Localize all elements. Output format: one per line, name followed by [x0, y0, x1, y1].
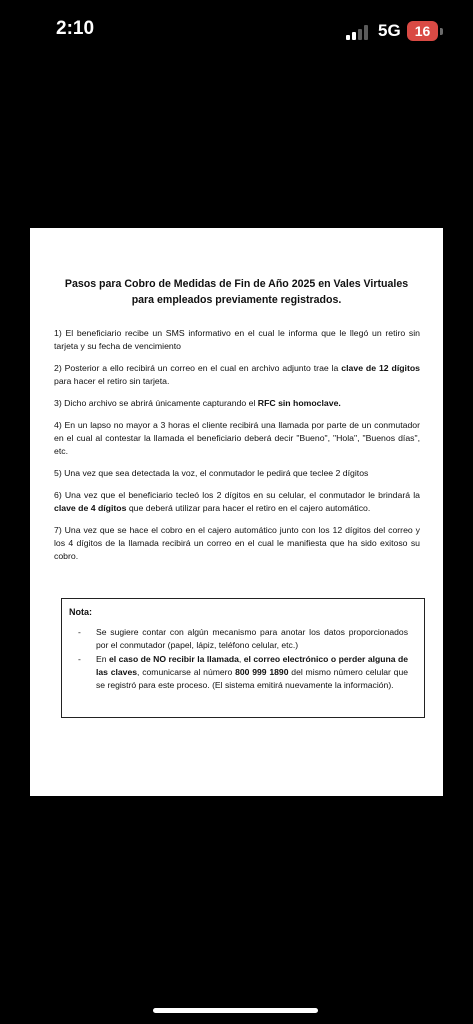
- step-5-text: 5) Una vez que sea detectada la voz, el conmutador le pedirá que teclee 2 dígitos: [54, 468, 369, 478]
- clock-time: 2:10: [56, 18, 95, 39]
- document-title-line-2: para empleados previamente registrados.: [131, 294, 342, 306]
- step-2-text-end: para hacer el retiro sin tarjeta.: [54, 376, 170, 386]
- battery-icon: 16: [407, 21, 438, 41]
- document-title: [50, 276, 423, 308]
- note-item-1: [78, 626, 408, 652]
- note-item-2-bold-1: el caso de NO recibir la llamada: [108, 654, 239, 664]
- note-item-2-text-2: ,: [238, 654, 244, 664]
- steps-list: [54, 327, 420, 572]
- step-5: [54, 467, 420, 480]
- step-3: [54, 397, 420, 410]
- note-item-2-text-3: , comunicarse al número: [137, 667, 236, 677]
- dash-bullet: -: [78, 654, 81, 664]
- step-3-text: 3) Dicho archivo se abrirá únicamente capturando el: [54, 398, 258, 408]
- note-item-2-text: En: [96, 654, 109, 664]
- note-item-1-text: Se sugiere contar con algún mecanismo para anotar los datos proporcionados por el conmutador (papel, lápiz, teléfono celular, etc.): [96, 627, 408, 650]
- document-image: [30, 228, 443, 796]
- battery-cap: [440, 28, 443, 35]
- note-item-2-text-4: del mismo número celular que se registró para este proceso. (El sistema emitirá nuevamente la información).: [96, 667, 408, 690]
- note-title: Nota:: [69, 607, 92, 617]
- cellular-signal-icon: [346, 24, 370, 40]
- step-7-text: 7) Una vez que se hace el cobro en el cajero automático junto con los 12 dígitos del correo y los 4 dígitos de la llamada recibirá un correo en el cual le manifiesta que ha sido exitoso su cobro.: [54, 525, 420, 561]
- step-1: [54, 327, 420, 353]
- status-bar: [0, 0, 473, 64]
- note-list: [78, 626, 408, 693]
- document-title-line-1: Pasos para Cobro de Medidas de Fin de Año 2025 en Vales Virtuales: [64, 278, 409, 290]
- step-7: [54, 524, 420, 563]
- note-item-2: [78, 653, 408, 692]
- step-4-text: 4) En un lapso no mayor a 3 horas el cliente recibirá una llamada por parte de un conmutador en el cual al contestar la llamada el beneficiario deberá decir "Bueno", "Hola", "Buenos días", etc.: [54, 420, 420, 456]
- step-6-text: 6) Una vez que el beneficiario tecleó los 2 dígitos en su celular, el conmutador le brindará la: [54, 490, 420, 500]
- network-type: 5G: [378, 21, 401, 40]
- step-2: [54, 362, 420, 388]
- note-box: [61, 598, 425, 718]
- step-6-text-end: que deberá utilizar para hacer el retiro en el cajero automático.: [126, 503, 371, 513]
- step-1-text: 1) El beneficiario recibe un SMS informativo en el cual le informa que le llegó un retiro sin tarjeta y su fecha de vencimiento: [54, 328, 420, 351]
- step-2-bold: clave de 12 dígitos: [341, 363, 420, 373]
- step-6: [54, 489, 420, 515]
- step-3-bold: RFC sin homoclave.: [257, 398, 341, 408]
- step-2-text: 2) Posterior a ello recibirá un correo en el cual en archivo adjunto trae la: [54, 363, 342, 373]
- phone-number: 800 999 1890: [235, 667, 289, 677]
- step-4: [54, 419, 420, 458]
- home-indicator[interactable]: [153, 1008, 318, 1013]
- note-item-2-bold-2: el correo electrónico o perder alguna de las claves: [96, 654, 409, 677]
- dash-bullet: -: [78, 627, 81, 637]
- step-6-bold: clave de 4 dígitos: [54, 503, 127, 513]
